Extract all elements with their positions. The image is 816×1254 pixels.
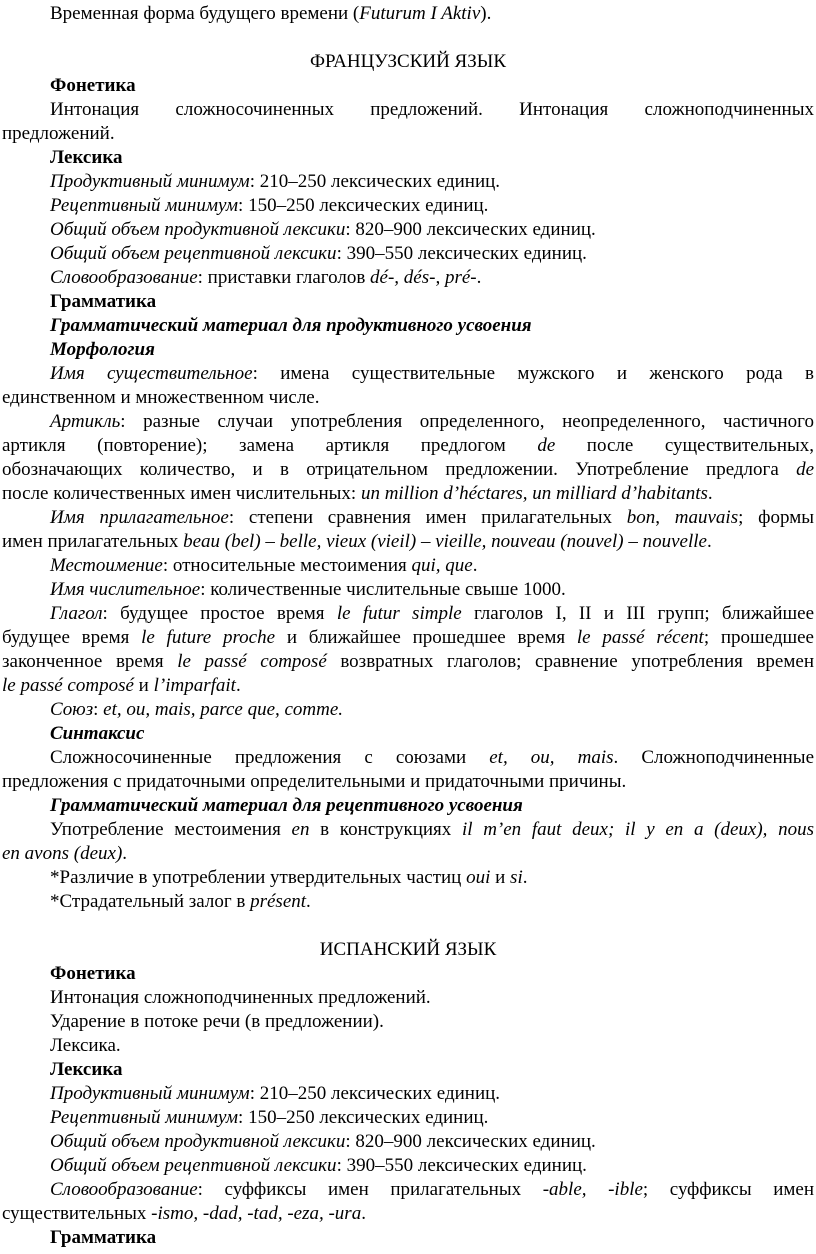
text-line [2, 1010, 814, 1034]
text-run: Лексика [50, 147, 123, 168]
text-run: глаголов I, II и III групп; ближайшее [461, 603, 815, 624]
text-line [2, 626, 814, 650]
text-run: возвратных глаголов; сравнение употребления времен [326, 651, 814, 672]
italic-text: Продуктивный минимум [50, 1083, 250, 1104]
text-line [2, 122, 814, 146]
text-run: предложения с придаточными определительными и придаточными причины. [2, 771, 627, 792]
italic-text: le future proche [141, 627, 276, 648]
text-line [2, 218, 814, 242]
text-line [2, 554, 814, 578]
text-line [2, 74, 814, 98]
text-run: Грамматика [50, 291, 157, 312]
italic-text: si [510, 867, 523, 888]
italic-text: l’imparfait [153, 675, 236, 696]
text-line [2, 146, 814, 170]
text-run: . Сложноподчиненные [613, 747, 814, 768]
text-run: в конструкциях [309, 819, 462, 840]
italic-text: Глагол [50, 603, 103, 624]
text-line [2, 194, 814, 218]
text-line [2, 818, 814, 842]
italic-text: Общий объем продуктивной лексики [50, 219, 346, 240]
italic-text: de [537, 435, 556, 456]
text-run: : 150–250 лексических единиц. [238, 1107, 489, 1128]
text-line [2, 1106, 814, 1130]
text-run: артикля (повторение); замена артикля предлогом [2, 435, 538, 456]
text-line [2, 1130, 814, 1154]
italic-text: Общий объем продуктивной лексики [50, 1131, 346, 1152]
italic-text: bon [626, 507, 656, 528]
text-line [2, 602, 814, 626]
text-line [2, 458, 814, 482]
text-run: Интонация сложносочиненных предложений. Интонация сложноподчиненных [50, 99, 814, 120]
italic-text: oui [466, 867, 491, 888]
italic-text: le futur simple [336, 603, 462, 624]
text-run: : 820–900 лексических единиц. [345, 1131, 596, 1152]
text-run: ФРАНЦУЗСКИЙ ЯЗЫК [309, 51, 506, 72]
text-run: . [706, 531, 712, 552]
text-line [2, 338, 814, 362]
text-line [2, 722, 814, 746]
text-run: предложений. [2, 123, 115, 144]
text-run: . [707, 483, 713, 504]
text-line [2, 842, 814, 866]
text-run: ; прошедшее [703, 627, 814, 648]
italic-text: Общий объем рецептивной лексики [50, 1155, 337, 1176]
italic-text: beau (bel) – belle, vieux (vieil) – vieille, nouveau (nouvel) – nouvelle [183, 531, 707, 552]
text-line [2, 1178, 814, 1202]
italic-text: le passé composé [2, 675, 134, 696]
text-run: : разные случаи употребления определенного, неопределенного, частичного [120, 411, 814, 432]
text-line [2, 170, 814, 194]
text-run: Синтаксис [50, 723, 145, 744]
italic-text: et, ou, mais [489, 747, 614, 768]
text-run: : 210–250 лексических единиц. [249, 171, 501, 192]
text-run: : будущее простое время [102, 603, 337, 624]
italic-text: Имя числительное [50, 579, 201, 600]
text-run: после существительных, [555, 435, 815, 456]
text-line [2, 650, 814, 674]
text-line [2, 674, 814, 698]
text-line [2, 266, 814, 290]
text-run: : [93, 699, 104, 720]
text-run: : относительные местоимения [162, 555, 412, 576]
text-run: *Страдательный залог в [50, 891, 251, 912]
text-run: существительных [2, 1203, 152, 1224]
text-run: будущее время [2, 627, 142, 648]
italic-text: en [291, 819, 310, 840]
italic-text: de [796, 459, 814, 480]
text-line [2, 98, 814, 122]
text-line [2, 770, 814, 794]
italic-text: le passé composé [177, 651, 327, 672]
text-run: законченное время [2, 651, 178, 672]
text-run: . [476, 267, 482, 288]
text-run: обозначающих количество, и в отрицательном предложении. Употребление предлога [2, 459, 797, 480]
text-run: : 820–900 лексических единиц. [345, 219, 596, 240]
italic-text: qui, que [411, 555, 473, 576]
text-run: *Различие в употреблении утвердительных частиц [50, 867, 467, 888]
text-line [2, 290, 814, 314]
italic-text: un million d’héctares, un milliard d’habitants [360, 483, 708, 504]
text-line [2, 2, 814, 26]
italic-text: mauvais [674, 507, 739, 528]
text-run: ). [480, 3, 492, 24]
text-run: Сложносочиненные предложения с союзами [50, 747, 490, 768]
text-run: : 390–550 лексических единиц. [336, 1155, 587, 1176]
italic-text: -able, -ible [542, 1179, 643, 1200]
italic-text: Имя прилагательное [50, 507, 229, 528]
italic-text: -ismo, -dad, -tad, -eza, -ura [151, 1203, 362, 1224]
text-run: Лексика [50, 1059, 123, 1080]
italic-text: Артикль [50, 411, 121, 432]
text-run: : имена существительные мужского и женского рода в [252, 363, 814, 384]
text-run: Грамматика [50, 1227, 157, 1248]
text-line [2, 962, 814, 986]
text-line [2, 1058, 814, 1082]
italic-text: Имя существительное [50, 363, 253, 384]
text-run: после количественных имен числительных: [2, 483, 361, 504]
text-run: и [133, 675, 154, 696]
text-run: : 210–250 лексических единиц. [249, 1083, 501, 1104]
italic-text: Общий объем рецептивной лексики [50, 243, 337, 264]
italic-text: dé-, dés-, pré- [370, 267, 477, 288]
text-line [2, 386, 814, 410]
text-line [2, 1202, 814, 1226]
text-run: Грамматический материал для рецептивного усвоения [50, 795, 523, 816]
text-run: : 390–550 лексических единиц. [336, 243, 587, 264]
text-run: ; формы [738, 507, 814, 528]
text-run: . [361, 1203, 366, 1224]
italic-text: Союз [50, 699, 94, 720]
text-line [2, 314, 814, 338]
italic-text: Местоимение [50, 555, 163, 576]
text-line [2, 242, 814, 266]
text-run: Фонетика [50, 75, 136, 96]
text-line [2, 890, 814, 914]
italic-text: présent [250, 891, 307, 912]
text-line [2, 50, 814, 74]
text-run: : 150–250 лексических единиц. [238, 195, 489, 216]
text-line [2, 1154, 814, 1178]
text-run: : количественные числительные свыше 1000. [200, 579, 566, 600]
text-line [2, 794, 814, 818]
text-run: Интонация сложноподчиненных предложений. [50, 987, 431, 1008]
text-run: . [122, 843, 128, 864]
text-line [2, 482, 814, 506]
text-run: Употребление местоимения [50, 819, 292, 840]
text-run: и [490, 867, 511, 888]
italic-text: et, ou, mais, parce que, comme. [103, 699, 344, 720]
text-line [2, 938, 814, 962]
text-run: Фонетика [50, 963, 136, 984]
text-line [2, 746, 814, 770]
text-run: . [235, 675, 241, 696]
italic-text: Рецептивный минимум [50, 1107, 239, 1128]
italic-text: Продуктивный минимум [50, 171, 250, 192]
italic-text: Словообразование [50, 267, 198, 288]
text-run: . [522, 867, 528, 888]
text-run: Морфология [50, 339, 155, 360]
text-run: : приставки глаголов [197, 267, 371, 288]
text-run: : суффиксы имен прилагательных [197, 1179, 543, 1200]
text-run: имен прилагательных [2, 531, 184, 552]
text-line [2, 1226, 814, 1250]
text-line [2, 866, 814, 890]
italic-text: il m’en faut deux; il y en a (deux), nous [461, 819, 814, 840]
text-run: ; суффиксы имен [642, 1179, 815, 1200]
text-line [2, 434, 814, 458]
text-line [2, 578, 814, 602]
text-run: , [655, 507, 675, 528]
text-run: : степени сравнения имен прилагательных [228, 507, 627, 528]
text-line [2, 1034, 814, 1058]
text-line [2, 362, 814, 386]
text-run: единственном и множественном числе. [2, 387, 320, 408]
italic-text: Словообразование [50, 1179, 198, 1200]
text-line [2, 530, 814, 554]
text-line [2, 506, 814, 530]
text-line [2, 698, 814, 722]
text-run: Временная форма будущего времени ( [50, 3, 360, 24]
italic-text: en avons (deux) [2, 843, 123, 864]
text-run: . [306, 891, 311, 912]
italic-text: le passé récent [576, 627, 704, 648]
text-run: . [472, 555, 478, 576]
text-run: ИСПАНСКИЙ ЯЗЫК [319, 939, 497, 960]
text-run: и ближайшее прошедшее время [275, 627, 577, 648]
text-run: Ударение в потоке речи (в предложении). [50, 1011, 384, 1032]
italic-text: Futurum I Aktiv [359, 3, 481, 24]
text-run: Грамматический материал для продуктивного усвоения [50, 315, 532, 336]
text-line [2, 410, 814, 434]
italic-text: Рецептивный минимум [50, 195, 239, 216]
text-line [2, 986, 814, 1010]
text-run: Лексика. [50, 1035, 121, 1056]
text-line [2, 1082, 814, 1106]
